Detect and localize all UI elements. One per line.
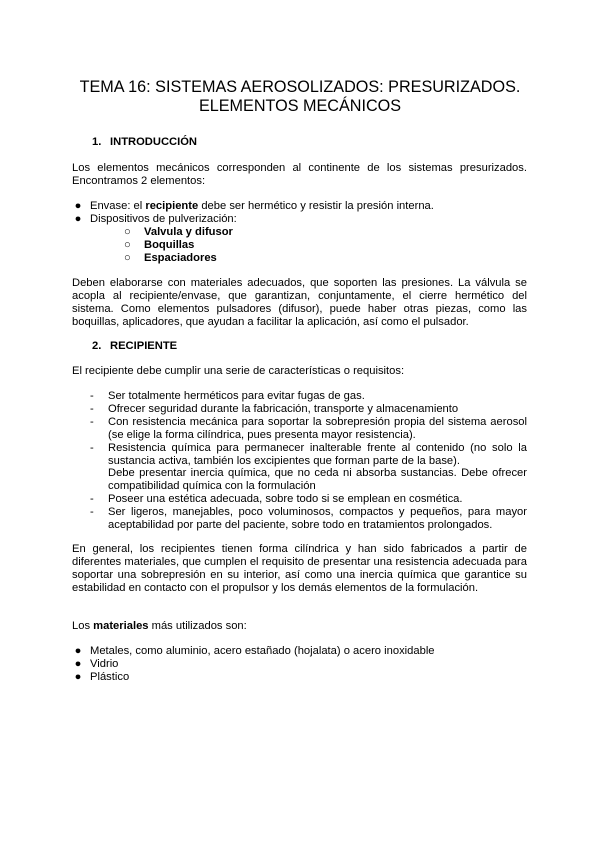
title-line-1: TEMA 16: SISTEMAS AEROSOLIZADOS: PRESURIZADOS. [79, 78, 521, 96]
materials-intro: Los materiales más utilizados son: [72, 620, 247, 632]
material-item: ● Vidrio [72, 658, 527, 671]
section-1-title: INTRODUCCIÓN [110, 136, 198, 148]
bullet-item: ● Dispositivos de pulverización: ○ Valvula y difusor ○ Boquillas ○ Espaciadores [72, 213, 527, 265]
section-1-closing: Deben elaborarse con materiales adecuados, que soporten las presiones. La válvula se acopla al recipiente/envase, que garantizan, conjuntamente, el cierre hermético del sistema. Como elementos pulsadores (difusor), puede haber otras piezas, como las boquillas, aplicadores, que ayudan a facilitar la aplicación, así como el pulsador. [72, 277, 527, 328]
requirement-item: - Ofrecer seguridad durante la fabricación, transporte y almacenamiento [90, 402, 459, 415]
section-2-intro: El recipiente debe cumplir una serie de características o requisitos: [72, 365, 405, 377]
section-2-title: RECIPIENTE [110, 340, 178, 352]
section-2-number: 2. [92, 340, 102, 352]
section-1-heading [92, 136, 197, 149]
document-title [60, 78, 540, 116]
bullet-dot: ● [74, 657, 82, 670]
bullet-dot: ● [74, 645, 82, 657]
section-1-number: 1. [92, 136, 102, 148]
requirements-list [90, 390, 527, 532]
sub-item: ○ Boquillas [124, 238, 195, 251]
circle-bullet: ○ [124, 251, 131, 264]
section-1-bullet-list [72, 200, 527, 265]
requirement-item: - Poseer una estética adecuada, sobre todo si se emplean en cosmética. [90, 493, 463, 506]
requirement-item: - Ser ligeros, manejables, poco voluminosos, compactos y pequeños, para mayor aceptabilidad por parte del paciente, sobre todo en tratamientos prolongados. [90, 506, 527, 532]
material-item: ● Plástico [72, 671, 527, 684]
circle-bullet: ○ [124, 225, 131, 238]
bullet-dot: ● [74, 212, 82, 225]
section-2-general: En general, los recipientes tienen forma cilíndrica y han sido fabricados a partir de diferentes materiales, que cumplen el requisito de presentar una resistencia adecuada para soportar una sobrepresión en su interior, así como una inercia química que garantice su estabilidad en contacto con el propulsor y los demás elementos de la formulación. [72, 543, 527, 594]
title-line-2: ELEMENTOS MECÁNICOS [198, 97, 402, 115]
bullet-dot: ● [74, 200, 82, 212]
bullet-dot: ● [74, 670, 82, 683]
requirement-item: - Con resistencia mecánica para soportar la sobrepresión propia del sistema aerosol (se elige la forma cilíndrica, pues presenta mayor resistencia). [90, 415, 527, 441]
material-item: ● Metales, como aluminio, acero estañado (hojalata) o acero inoxidable [72, 645, 527, 658]
circle-bullet: ○ [124, 238, 131, 251]
bullet-item: ● Envase: el recipiente debe ser hermético y resistir la presión interna. [72, 200, 527, 213]
materials-list [72, 645, 527, 684]
section-2-heading [92, 340, 177, 353]
sub-item: ○ Espaciadores [124, 251, 217, 264]
requirement-item: - Ser totalmente herméticos para evitar fugas de gas. [90, 390, 365, 402]
sub-item: ○ Valvula y difusor [124, 225, 233, 238]
requirement-item: - Resistencia química para permanecer inalterable frente al contenido (no solo la sustancia activa, también los excipientes que forman parte de la base). Debe presentar inercia química, que no ceda ni absorba sustancias. Debe ofrecer compatibilidad química con la formulación [90, 441, 527, 493]
sub-list [90, 226, 527, 265]
section-1-intro: Los elementos mecánicos corresponden al continente de los sistemas presurizados. Encontramos 2 elementos: [72, 162, 527, 187]
